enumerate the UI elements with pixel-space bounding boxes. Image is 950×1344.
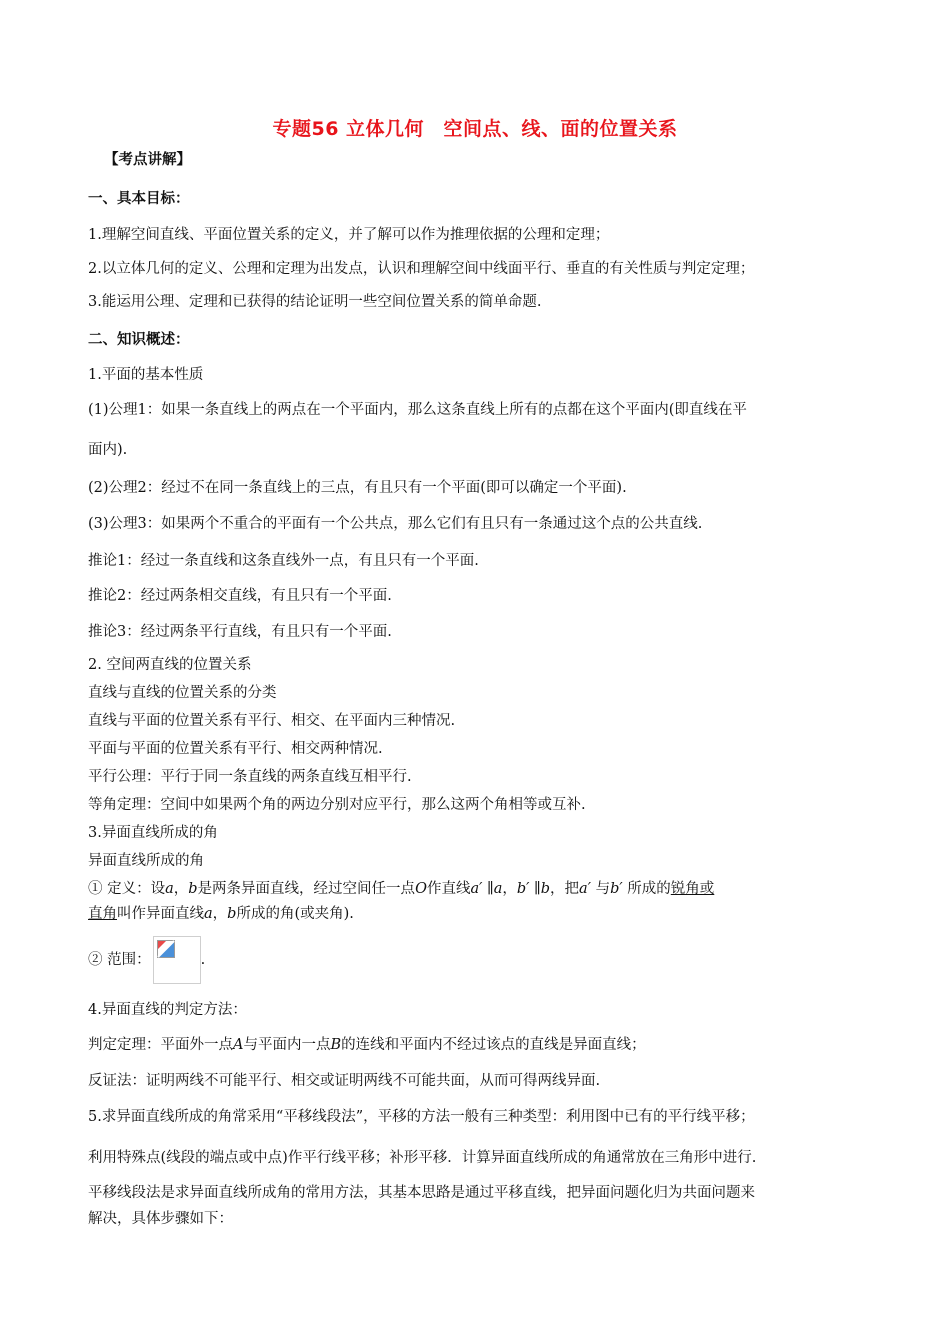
judge-theorem: 判定定理：平面外一点A与平面内一点B的连线和平面内不经过该点的直线是异面直线；	[88, 1037, 646, 1053]
skew-range-line: ② 范围： .	[88, 935, 868, 985]
section-head: 【考点讲解】	[104, 152, 191, 168]
skew-definition-line-1: ① 定义：设a，b是两条异面直线，经过空间任一点O作直线a′ ∥a，b′ ∥b，把a′ 与b′ 所成的锐角或	[88, 881, 715, 897]
axiom-1-line-2: 面内).	[88, 442, 128, 458]
lines-relation-1: 直线与直线的位置关系的分类	[88, 685, 277, 701]
acute-or-right-link: 锐角或	[670, 881, 715, 897]
skew-angle-sub: 异面直线所成的角	[88, 853, 204, 869]
skew-judge-heading: 4.异面直线的判定方法：	[88, 1002, 247, 1018]
goal-2: 2.以立体几何的定义、公理和定理为出发点，认识和理解空间中线面平行、垂直的有关性质与判定定理；	[88, 261, 755, 277]
translation-method-1: 5.求异面直线所成的角常采用“平移线段法”，平移的方法一般有三种类型：利用图中已有的平行线平移；	[88, 1109, 755, 1125]
skew-angle-heading: 3.异面直线所成的角	[88, 825, 218, 841]
lines-relation-3: 平面与平面的位置关系有平行、相交两种情况.	[88, 741, 383, 757]
plane-properties-heading: 1.平面的基本性质	[88, 367, 204, 383]
goal-1: 1.理解空间直线、平面位置关系的定义，并了解可以作为推理依据的公理和定理；	[88, 227, 610, 243]
broken-image-icon	[153, 936, 201, 984]
lines-relation-2: 直线与平面的位置关系有平行、相交、在平面内三种情况.	[88, 713, 456, 729]
lines-relation-heading: 2. 空间两直线的位置关系	[88, 657, 252, 673]
section-goals-heading: 一、具本目标：	[88, 191, 190, 207]
axiom-2: (2)公理2：经过不在同一条直线上的三点，有且只有一个平面(即可以确定一个平面).	[88, 480, 627, 496]
page-title: 专题56 立体几何 空间点、线、面的位置关系	[272, 118, 678, 140]
corollary-3: 推论3：经过两条平行直线，有且只有一个平面.	[88, 624, 392, 640]
equal-angle-theorem: 等角定理：空间中如果两个角的两边分别对应平行，那么这两个角相等或互补.	[88, 797, 586, 813]
skew-definition-line-2: 直角叫作异面直线a，b所成的角(或夹角).	[88, 906, 354, 922]
translation-method-3: 平移线段法是求异面直线所成角的常用方法，其基本思路是通过平移直线，把异面问题化归为共面问题来	[88, 1185, 755, 1201]
parallel-axiom: 平行公理：平行于同一条直线的两条直线互相平行.	[88, 769, 412, 785]
translation-method-4: 解决，具体步骤如下：	[88, 1211, 233, 1227]
axiom-3: (3)公理3：如果两个不重合的平面有一个公共点，那么它们有且只有一条通过这个点的公共直线.	[88, 516, 703, 532]
corollary-2: 推论2：经过两条相交直线，有且只有一个平面.	[88, 588, 392, 604]
goal-3: 3.能运用公理、定理和已获得的结论证明一些空间位置关系的简单命题.	[88, 294, 542, 310]
corollary-1: 推论1：经过一条直线和这条直线外一点，有且只有一个平面.	[88, 553, 479, 569]
proof-by-contradiction: 反证法：证明两线不可能平行、相交或证明两线不可能共面，从而可得两线异面.	[88, 1073, 601, 1089]
section-overview-heading: 二、知识概述：	[88, 332, 190, 348]
translation-method-2: 利用特殊点(线段的端点或中点)作平行线平移；补形平移．计算异面直线所成的角通常放在三角形中进行.	[88, 1150, 757, 1166]
axiom-1-line-1: (1)公理1：如果一条直线上的两点在一个平面内，那么这条直线上所有的点都在这个平面内(即直线在平	[88, 402, 747, 418]
